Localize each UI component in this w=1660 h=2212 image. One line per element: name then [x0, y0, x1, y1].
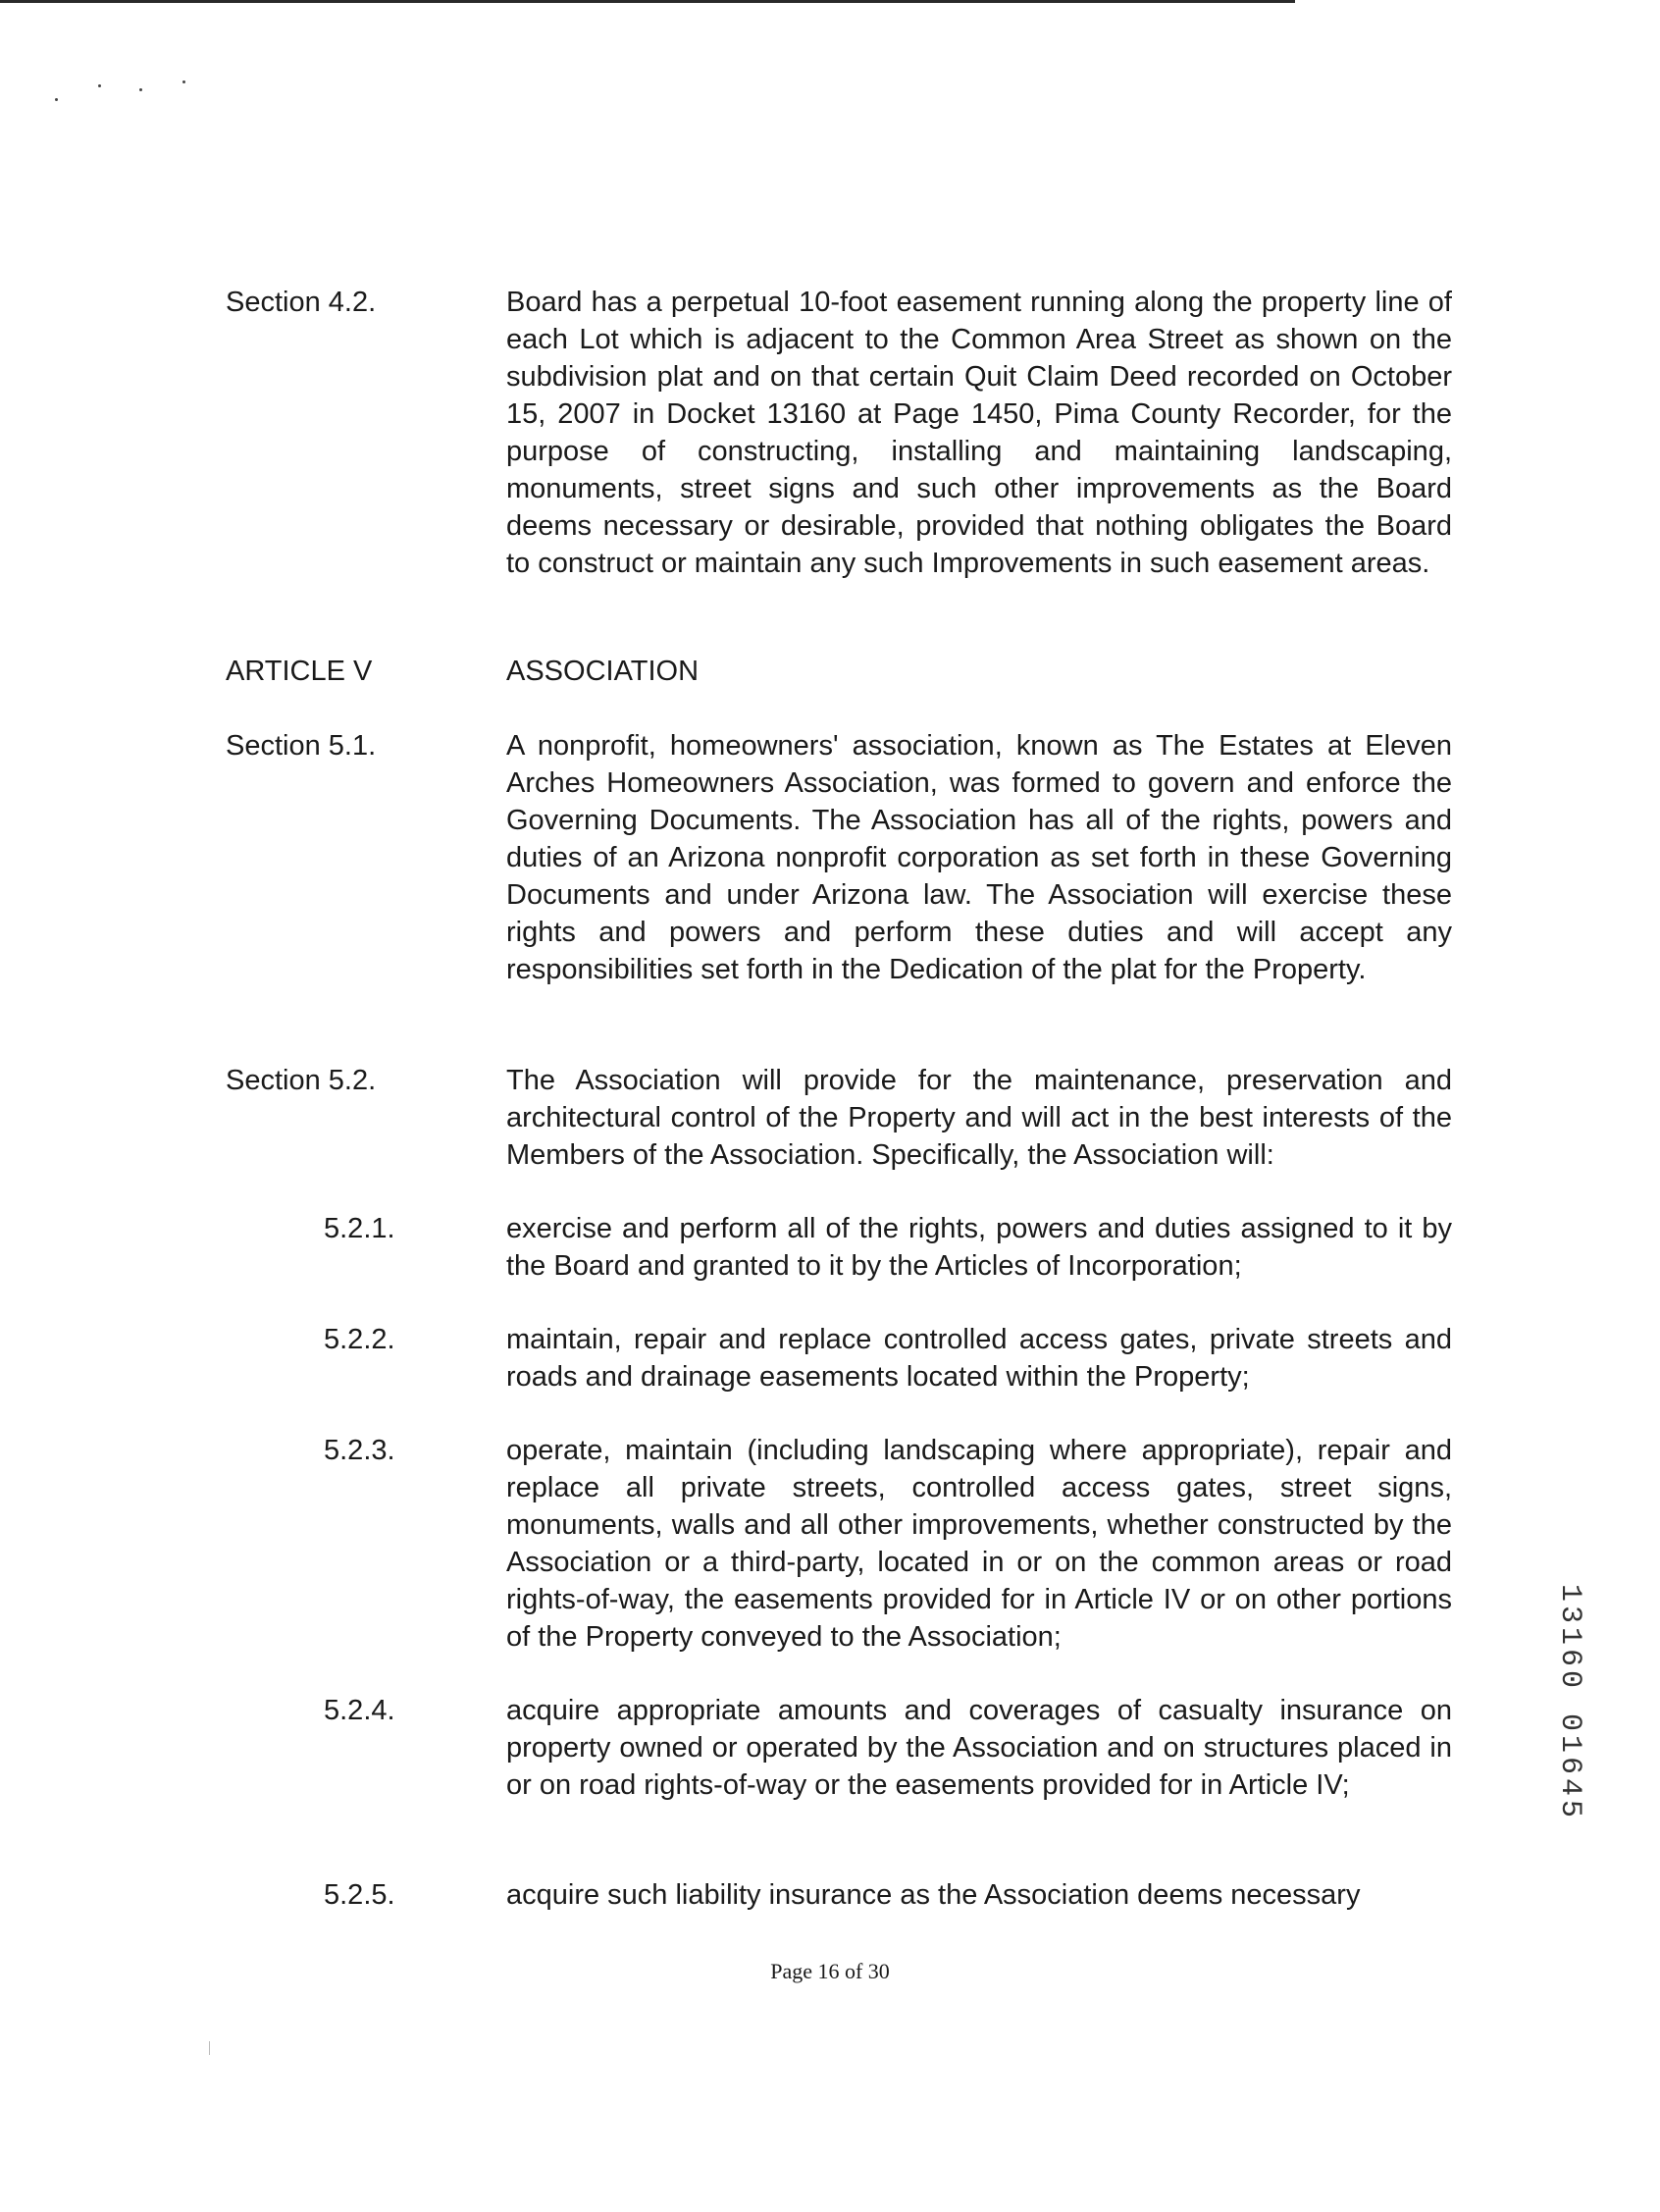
subsection-text: acquire such liability insurance as the Association deems necessary: [506, 1879, 1361, 1911]
subsection-text: maintain, repair and replace controlled access gates, private streets and roads and drainage easements located within the Property;: [506, 1324, 1452, 1393]
section-text: Board has a perpetual 10-foot easement running along the property line of each Lot which is adjacent to the Common Area Street as shown on the subdivision plat and on that certain Quit Claim Deed recorded on October 15, 2007 in Docket 13160 at Page 1450, Pima County Recorder, for the purpose of constructing, installing and maintaining landscaping, monuments, street signs and such other improvements as the Board deems necessary or desirable, provided that nothing obligates the Board to construct or maintain any such Improvements in such easement areas.: [506, 287, 1452, 579]
subsection-text: exercise and perform all of the rights, powers and duties assigned to it by the Board and granted to it by the Articles of Incorporation;: [506, 1213, 1452, 1282]
subsection-text: operate, maintain (including landscaping where appropriate), repair and replace all private streets, controlled access gates, street signs, monuments, walls and all other improvements, whether constructed by the Association or a third-party, located in or on the common areas or road rights-of-way, the easements provided for in Article IV or on other portions of the Property conveyed to the Association;: [506, 1435, 1452, 1653]
scan-specks: [51, 77, 198, 106]
section-label: Section 4.2.: [226, 287, 377, 318]
article-title: ASSOCIATION: [506, 656, 700, 687]
subsection-label: 5.2.1.: [324, 1213, 395, 1244]
scan-mark: [209, 2041, 210, 2055]
speck: [55, 98, 58, 101]
section-label: Section 5.2.: [226, 1065, 377, 1096]
subsection-label: 5.2.2.: [324, 1324, 395, 1355]
stamp-text: 13160 01645: [1553, 1583, 1586, 1822]
speck: [182, 80, 185, 83]
section-label: Section 5.1.: [226, 730, 377, 762]
speck: [139, 88, 142, 91]
subsection-text: acquire appropriate amounts and coverages of casualty insurance on property owned or operated by the Association and on structures placed in or on road rights-of-way or the easements provided for in Article IV;: [506, 1695, 1452, 1801]
subsection-label: 5.2.4.: [324, 1695, 395, 1726]
subsection-label: 5.2.3.: [324, 1435, 395, 1466]
article-label: ARTICLE V: [226, 656, 373, 687]
section-text: A nonprofit, homeowners' association, known as The Estates at Eleven Arches Homeowners Association, was formed to govern and enforce the Governing Documents. The Association has all of the rights, powers and duties of an Arizona nonprofit corporation as set forth in these Governing Documents and under Arizona law. The Association will exercise these rights and powers and perform these duties and will accept any responsibilities set forth in the Dedication of the plat for the Property.: [506, 730, 1452, 985]
subsection-label: 5.2.5.: [324, 1879, 395, 1911]
speck: [98, 84, 101, 87]
top-scan-edge: [0, 0, 1295, 3]
page-footer: Page 16 of 30: [770, 1959, 890, 1983]
section-text: The Association will provide for the maintenance, preservation and architectural control of the Property and will act in the best interests of the Members of the Association. Specifically, the Association will:: [506, 1065, 1452, 1171]
recorder-side-stamp: [1550, 1565, 1589, 1840]
